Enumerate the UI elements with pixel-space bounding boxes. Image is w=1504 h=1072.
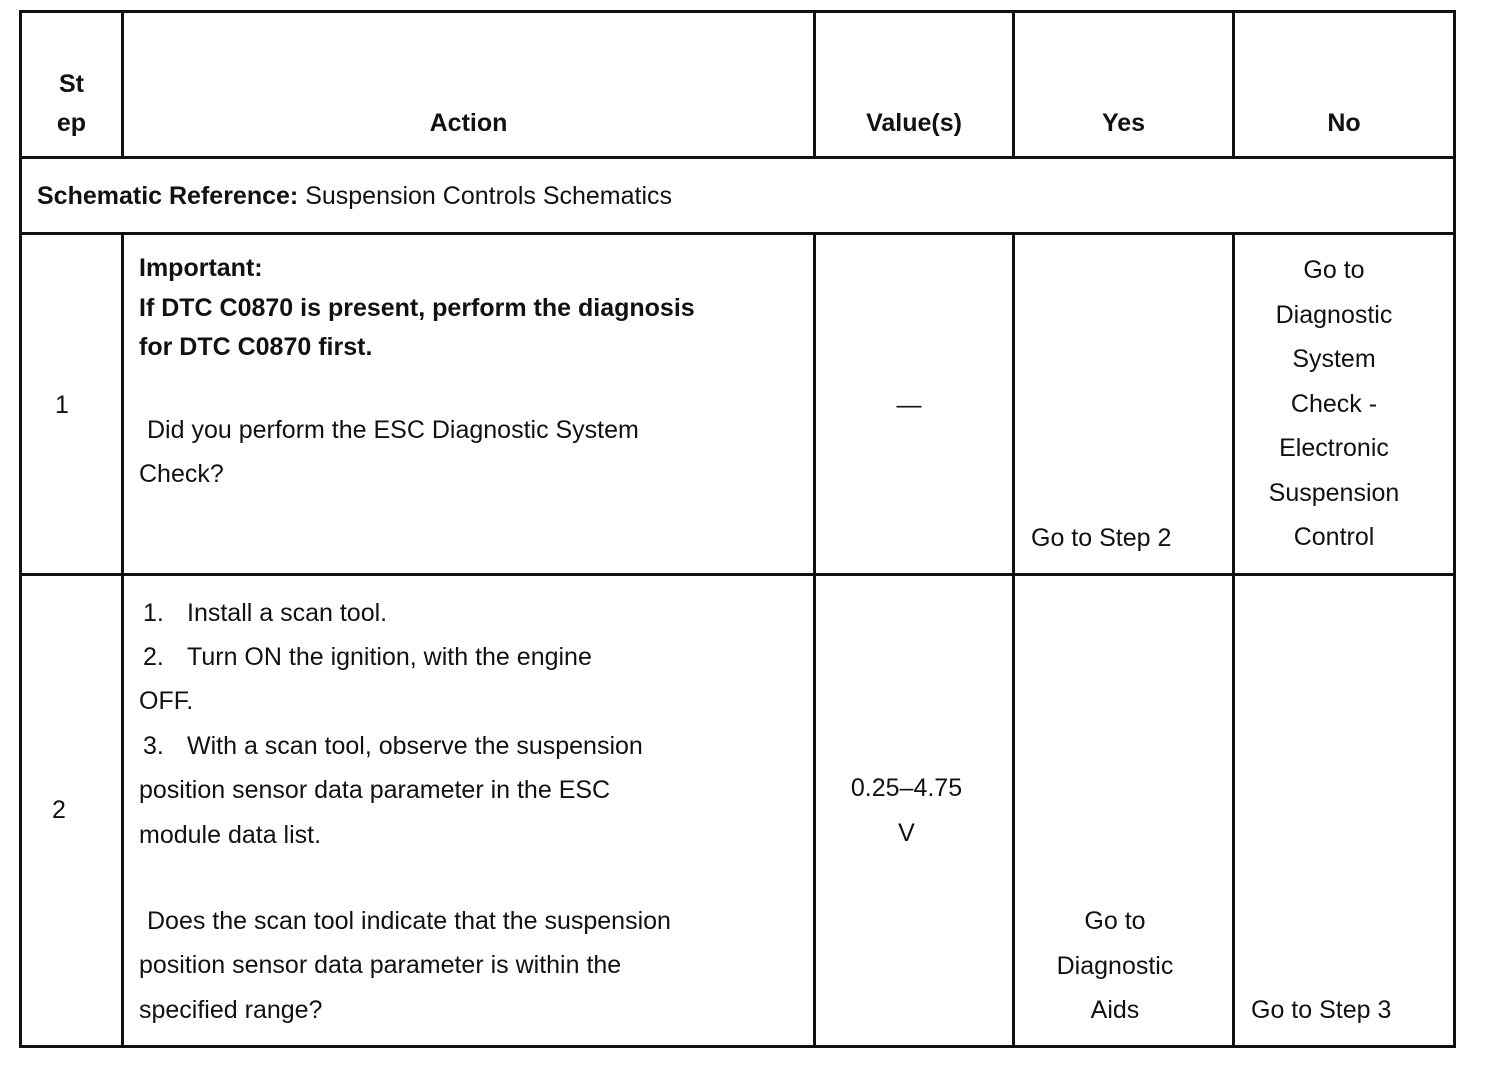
step-number: 1	[55, 391, 69, 419]
header-no: No	[1327, 109, 1361, 137]
header-values: Value(s)	[866, 109, 962, 137]
yes-link[interactable]: Go to Step 2	[1031, 524, 1172, 552]
important-text: If DTC C0870 is present, perform the diagnosis	[139, 294, 695, 322]
schematic-link[interactable]: Suspension Controls Schematics	[305, 182, 673, 210]
header-step: St ep	[56, 70, 87, 137]
table-border-left	[19, 10, 22, 1048]
action-question: position sensor data parameter is within the	[139, 951, 622, 979]
step-number: 2	[52, 796, 66, 824]
list-item-text: position sensor data parameter in the ESC	[139, 776, 611, 804]
action-question: Does the scan tool indicate that the suspension	[147, 907, 671, 935]
action-question: Did you perform the ESC Diagnostic System	[147, 416, 639, 444]
header-yes: Yes	[1101, 109, 1146, 137]
list-item-number: 1.	[143, 599, 164, 627]
schematic-reference	[37, 174, 672, 218]
header-divider	[19, 156, 1456, 159]
list-item-text: OFF.	[139, 687, 194, 715]
table-border-right	[1453, 10, 1456, 1048]
list-item-number: 2.	[143, 643, 164, 671]
schematic-label: Schematic Reference:	[37, 182, 299, 210]
list-item-text: Install a scan tool.	[187, 599, 388, 627]
row-divider	[19, 573, 1456, 576]
list-item-text: Turn ON the ignition, with the engine	[187, 643, 592, 671]
list-item-text: module data list.	[139, 821, 322, 849]
list-item-number: 3.	[143, 732, 164, 760]
col-divider	[813, 232, 816, 1048]
value-cell: —	[896, 391, 922, 419]
header-action: Action	[429, 109, 508, 137]
table-border-bottom	[19, 1045, 1456, 1048]
value-cell: 0.25–4.75 V	[850, 774, 963, 847]
yes-link[interactable]: Go to Diagnostic Aids	[1056, 907, 1174, 1024]
important-label: Important:	[139, 254, 263, 282]
important-text: for DTC C0870 first.	[139, 333, 373, 361]
no-link[interactable]: Go to Diagnostic System Check - Electronic Suspension Control	[1268, 256, 1400, 551]
list-item-text: With a scan tool, observe the suspension	[187, 732, 643, 760]
schematic-divider	[19, 232, 1456, 235]
col-divider	[121, 232, 124, 1048]
action-question: specified range?	[139, 996, 323, 1024]
no-link[interactable]: Go to Step 3	[1251, 996, 1392, 1024]
table-border-top	[19, 10, 1456, 13]
action-question: Check?	[139, 460, 224, 488]
